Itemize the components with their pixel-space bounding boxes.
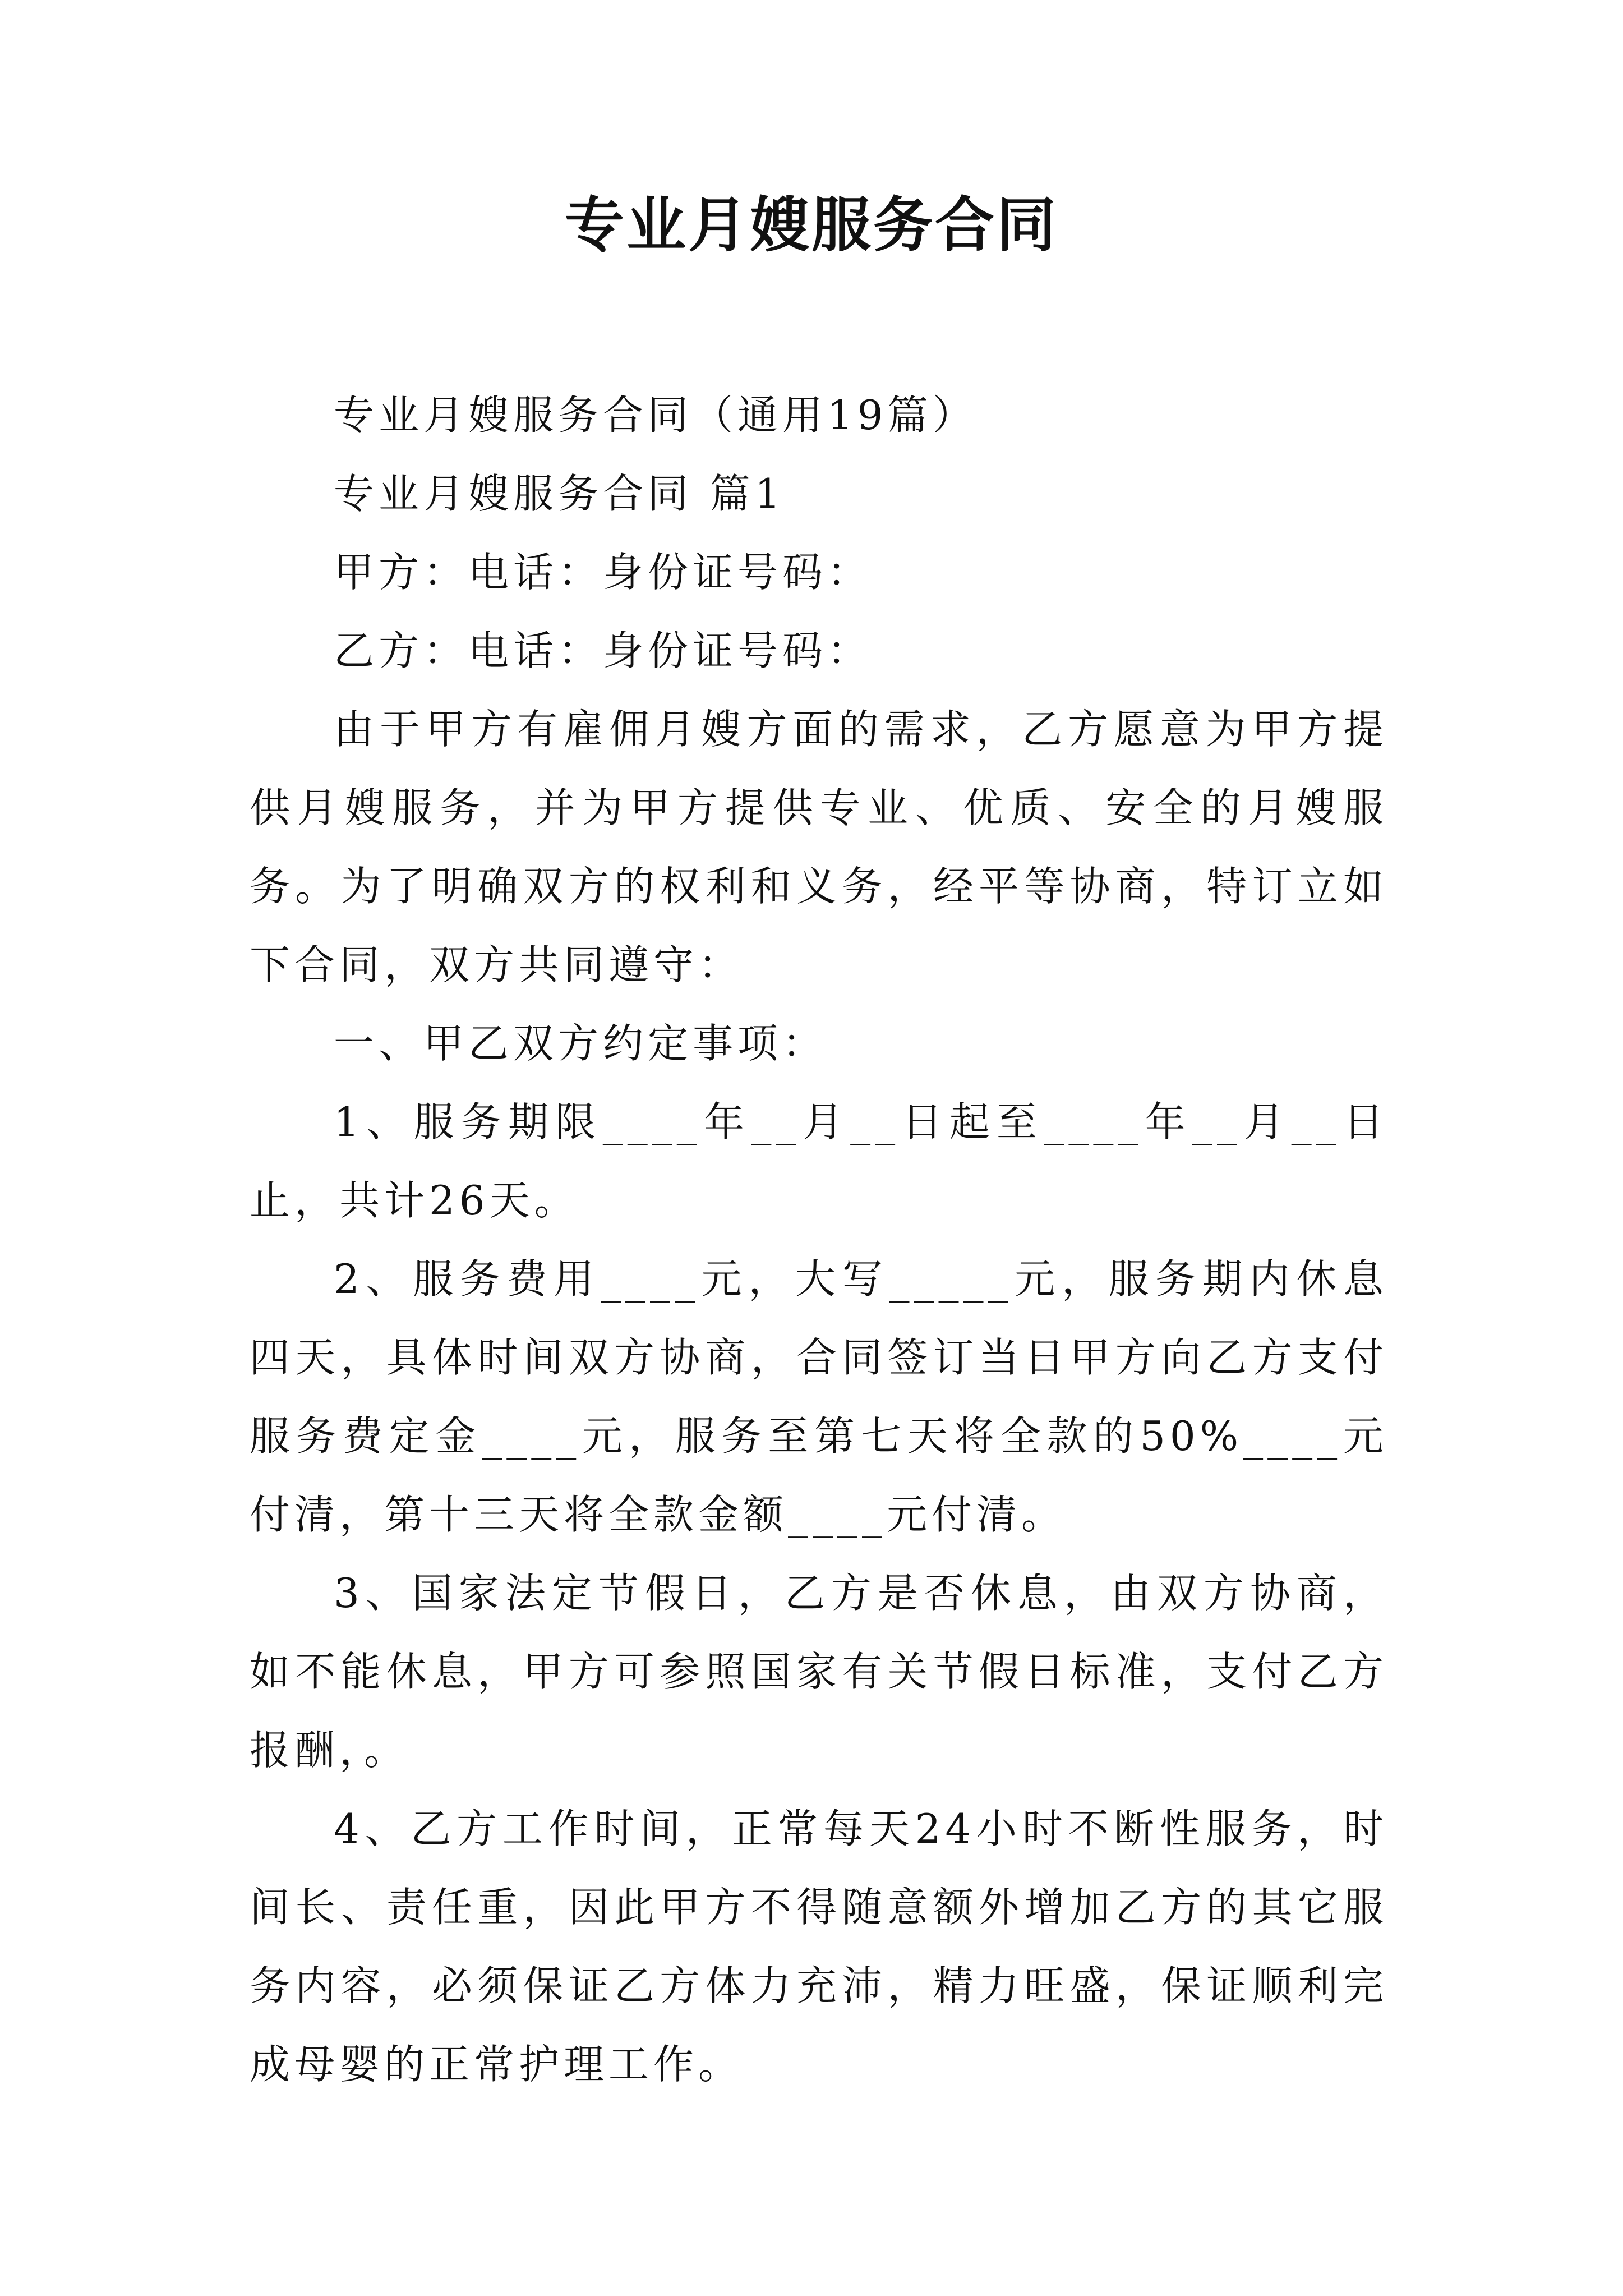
- paragraph-clause-heading: 一、甲乙双方约定事项：: [334, 1020, 828, 1067]
- paragraph-clause-1: 1、服务期限____年__月__日起至____年__月__日止，共计26天。: [250, 1098, 1388, 1224]
- paragraph-party-a: 甲方：电话：身份证号码：: [334, 549, 873, 596]
- document-body: [250, 376, 1388, 2104]
- document-title: 专业月嫂服务合同: [565, 191, 1058, 260]
- paragraph-subtitle: 专业月嫂服务合同（通用19篇）: [334, 392, 978, 439]
- paragraph-clause-4: 4、乙方工作时间，正常每天24小时不断性服务，时间长、责任重，因此甲方不得随意额外增加乙方的其它服务内容，必须保证乙方体力充沛，精力旺盛，保证顺利完成母婴的正常护理工作。: [250, 1805, 1388, 2088]
- paragraph-section-heading: 专业月嫂服务合同 篇1: [334, 470, 785, 517]
- paragraph-clause-3: 3、国家法定节假日，乙方是否休息，由双方协商，如不能休息，甲方可参照国家有关节假日标准，支付乙方报酬，。: [250, 1570, 1388, 1774]
- paragraph-preamble: 由于甲方有雇佣月嫂方面的需求，乙方愿意为甲方提供月嫂服务，并为甲方提供专业、优质、安全的月嫂服务。为了明确双方的权利和义务，经平等协商，特订立如下合同，双方共同遵守：: [250, 706, 1388, 988]
- paragraph-party-b: 乙方：电话：身份证号码：: [334, 627, 873, 674]
- paragraph-clause-2: 2、服务费用____元，大写_____元，服务期内休息四天，具体时间双方协商，合同签订当日甲方向乙方支付服务费定金____元，服务至第七天将全款的50%____元付清，第十三天将全款金额____元付清。: [250, 1255, 1388, 1538]
